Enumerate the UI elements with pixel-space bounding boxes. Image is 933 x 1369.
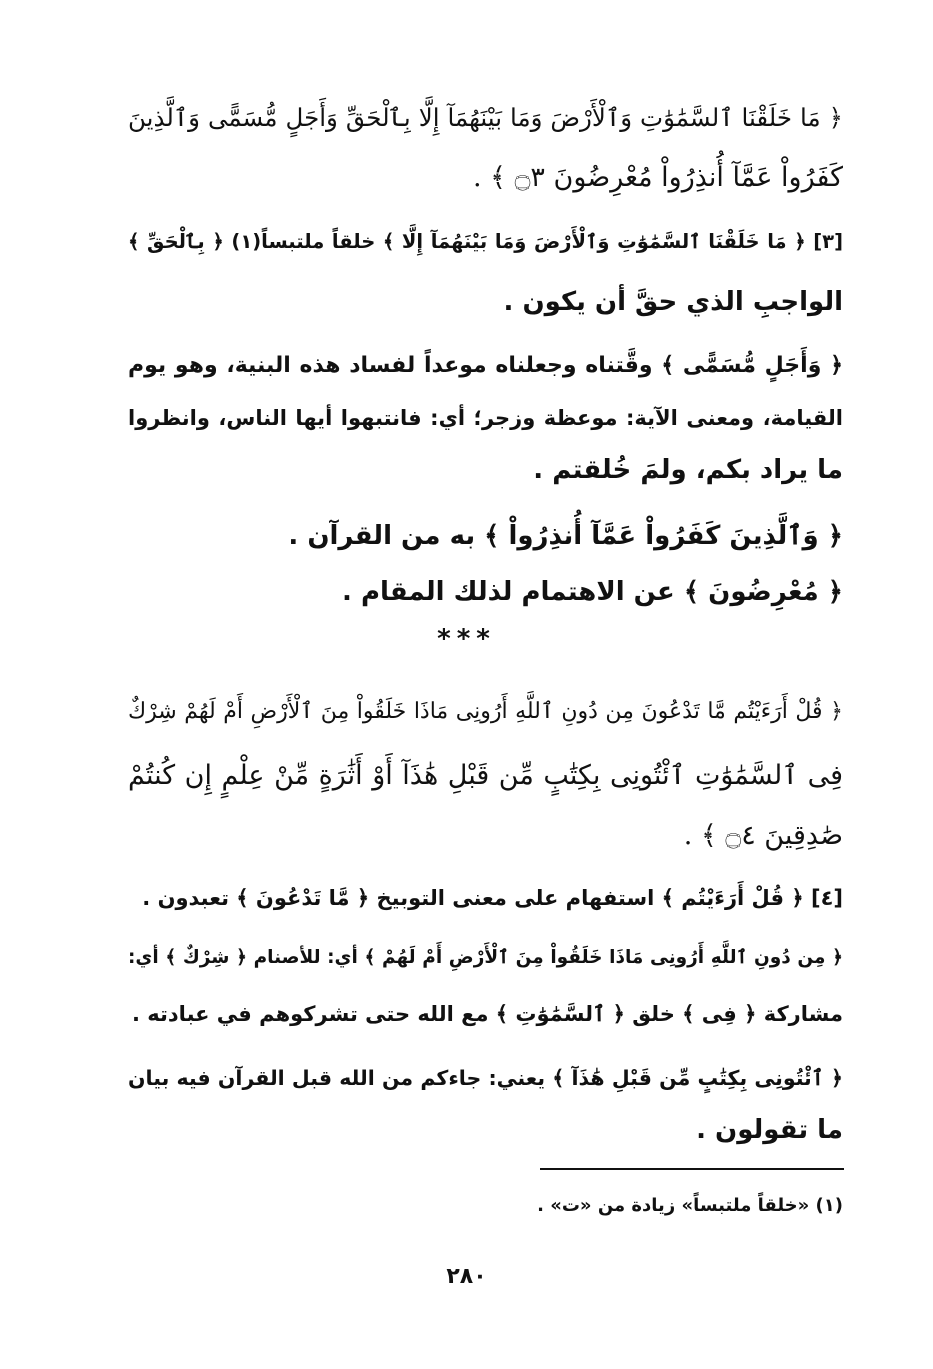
tafsir-3-line-2: الواجبِ الذي حقَّ أن يكون . [503,287,843,317]
page-number: ٢٨٠ [446,1264,487,1289]
tafsir-4-line-3: مشاركة ﴿ فِى ﴾ خلق ﴿ ٱلسَّمَٰوَٰتِ ﴾ مع الله حتى تشركوهم في عبادته . [132,1002,843,1026]
footnote: (١) «خلقاً ملتبساً» زيادة من «ت» . [537,1195,843,1216]
tafsir-3-line-7: ﴿ مُعْرِضُونَ ﴾ عن الاهتمام لذلك المقام . [342,577,843,607]
tafsir-4-line-1: [٤] ﴿ قُلْ أَرَءَيْتُم ﴾ استفهام على معنى التوبيخ ﴿ مَّا تَدْعُونَ ﴾ تعبدون . [142,886,843,910]
verse-4-line-1: ﴿ قُلْ أَرَءَيْتُم مَّا تَدْعُونَ مِن دُونِ ٱللَّهِ أَرُونِى مَاذَا خَلَقُواْ مِنَ ٱلْأَرْضِ أَمْ لَهُمْ شِرْكٌ [128,699,843,724]
tafsir-3-line-4: القيامة، ومعنى الآية: موعظة وزجر؛ أي: فانتبهوا أيها الناس، وانظروا [128,406,843,430]
section-separator: *** [437,624,496,654]
verse-4-line-3: صَٰدِقِينَ ۝٤ ﴾ . [683,820,843,851]
tafsir-3-line-3: ﴿ وَأَجَلٍ مُّسَمًّى ﴾ وقَّتناه وجعلناه موعداً لفساد هذه البنية، وهو يوم [128,353,843,378]
footnote-divider [540,1168,844,1170]
verse-4-line-2: فِى ٱلسَّمَٰوَٰتِ ٱئْتُونِى بِكِتَٰبٍ مِّن قَبْلِ هَٰذَآ أَوْ أَثَٰرَةٍ مِّنْ عِلْمٍ إِن كُنتُمْ [128,760,843,791]
tafsir-3-line-5: ما يراد بكم، ولمَ خُلقتم . [533,455,843,485]
tafsir-4-line-2: ﴿ مِن دُونِ ٱللَّهِ أَرُونِى مَاذَا خَلَقُواْ مِنَ ٱلْأَرْضِ أَمْ لَهُمْ ﴾ أي: للأصنام ﴿ شِرْكٌ ﴾ أي: [128,947,843,968]
tafsir-4-line-4: ﴿ ٱئْتُونِى بِكِتَٰبٍ مِّن قَبْلِ هَٰذَآ ﴾ يعني: جاءكم من الله قبل القرآن فيه بيان [128,1066,843,1090]
tafsir-3-line-1: [٣] ﴿ مَا خَلَقْنَا ٱلسَّمَٰوَٰتِ وَٱلْأَرْضَ وَمَا بَيْنَهُمَآ إِلَّا ﴾ خلقاً ملتبساً(١) ﴿ بِٱلْحَقِّ ﴾ [128,230,843,253]
verse-3-line-2: كَفَرُواْ عَمَّآ أُنذِرُواْ مُعْرِضُونَ ۝٣ ﴾ . [473,162,843,193]
verse-3-line-1: ﴿ مَا خَلَقْنَا ٱلسَّمَٰوَٰتِ وَٱلْأَرْضَ وَمَا بَيْنَهُمَآ إِلَّا بِٱلْحَقِّ وَأَجَلٍ مُّسَمًّى وَٱلَّذِينَ [128,103,843,132]
tafsir-3-line-6: ﴿ وَٱلَّذِينَ كَفَرُواْ عَمَّآ أُنذِرُواْ ﴾ به من القرآن . [288,521,843,551]
tafsir-4-line-5: ما تقولون . [696,1115,843,1145]
